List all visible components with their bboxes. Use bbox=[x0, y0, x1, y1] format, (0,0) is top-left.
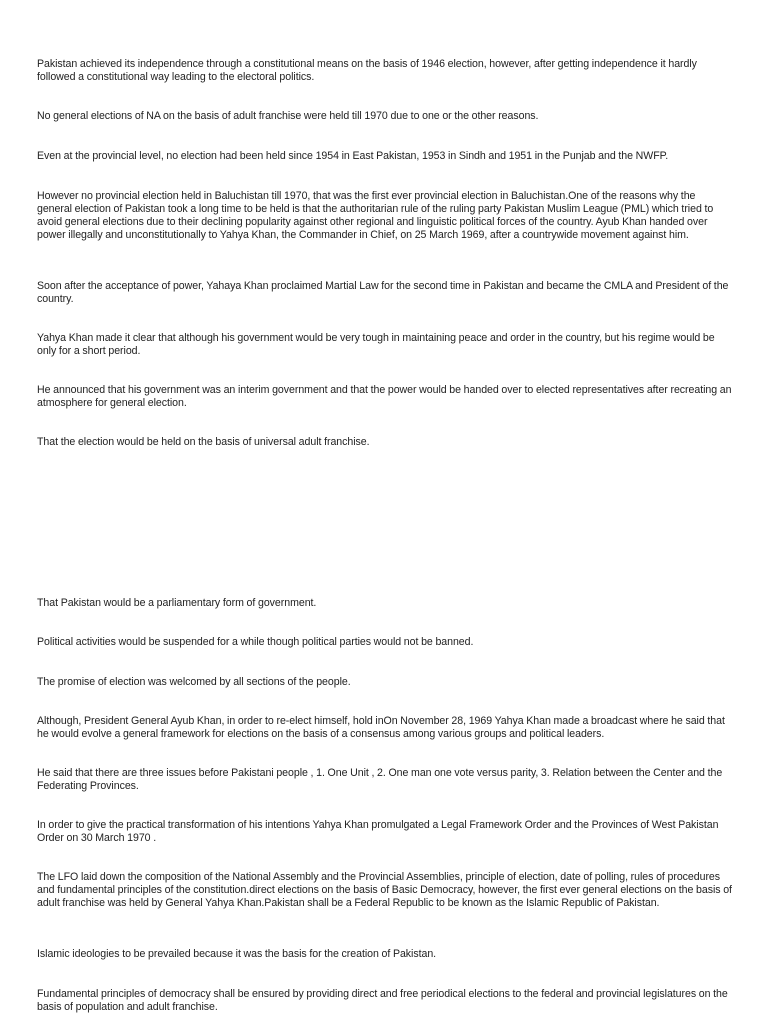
paragraph: Fundamental principles of democracy shall be ensured by providing direct and free periodical elections to the federal and provincial legislatures on the basis of population and adult franchise. bbox=[37, 988, 728, 1013]
paragraph: Even at the provincial level, no election had been held since 1954 in East Pakistan, 1953 in Sindh and 1951 in the Punjab and the NWFP. bbox=[37, 150, 669, 162]
paragraph: Pakistan achieved its independence through a constitutional means on the basis of 1946 election, however, after getting independence it hardly followed a constitutional way leading to the electoral politics. bbox=[37, 58, 697, 83]
paragraph: The promise of election was welcomed by all sections of the people. bbox=[37, 676, 351, 688]
paragraph: That the election would be held on the basis of universal adult franchise. bbox=[37, 436, 370, 448]
paragraph: Islamic ideologies to be prevailed because it was the basis for the creation of Pakistan. bbox=[37, 948, 437, 960]
paragraph: Yahya Khan made it clear that although his government would be very tough in maintaining peace and order in the country, but his regime would be only for a short period. bbox=[37, 332, 715, 357]
paragraph: He announced that his government was an interim government and that the power would be handed over to elected representatives after recreating an atmosphere for general election. bbox=[37, 384, 732, 409]
paragraph: The LFO laid down the composition of the National Assembly and the Provincial Assemblies, principle of election, date of polling, rules of procedures and fundamental principles of the constitution.direct elections on the basis of Basic Democracy, however, the first ever general elections on the basis of adult franchise was held by General Yahya Khan.Pakistan shall be a Federal Republic to be known as the Islamic Republic of Pakistan. bbox=[37, 871, 732, 909]
paragraph: He said that there are three issues before Pakistani people , 1. One Unit , 2. One man one vote versus parity, 3. Relation between the Center and the Federating Provinces. bbox=[37, 767, 723, 792]
paragraph: Political activities would be suspended for a while though political parties would not be banned. bbox=[37, 636, 474, 648]
paragraph: Soon after the acceptance of power, Yahaya Khan proclaimed Martial Law for the second time in Pakistan and became the CMLA and President of the country. bbox=[37, 280, 729, 305]
paragraph: However no provincial election held in Baluchistan till 1970, that was the first ever provincial election in Baluchistan.One of the reasons why the general election of Pakistan took a long time to be held is that the authoritarian rule of the ruling party Pakistan Muslim League (PML) which tried to avoid general elections due to their declining popularity against other regional and linguistic political forces of the country. Ayub Khan handed over power illegally and unconstitutionally to Yahya Khan, the Commander in Chief, on 25 March 1969, after a countrywide movement against him. bbox=[37, 190, 714, 241]
paragraph: No general elections of NA on the basis of adult franchise were held till 1970 due to one or the other reasons. bbox=[37, 110, 539, 122]
paragraph: Although, President General Ayub Khan, in order to re-elect himself, hold inOn November 28, 1969 Yahya Khan made a broadcast where he said that he would evolve a general framework for elections on the basis of a consensus among various groups and political leaders. bbox=[37, 715, 725, 740]
paragraph: That Pakistan would be a parliamentary form of government. bbox=[37, 597, 317, 609]
paragraph: In order to give the practical transformation of his intentions Yahya Khan promulgated a Legal Framework Order and the Provinces of West Pakistan Order on 30 March 1970 . bbox=[37, 819, 719, 844]
